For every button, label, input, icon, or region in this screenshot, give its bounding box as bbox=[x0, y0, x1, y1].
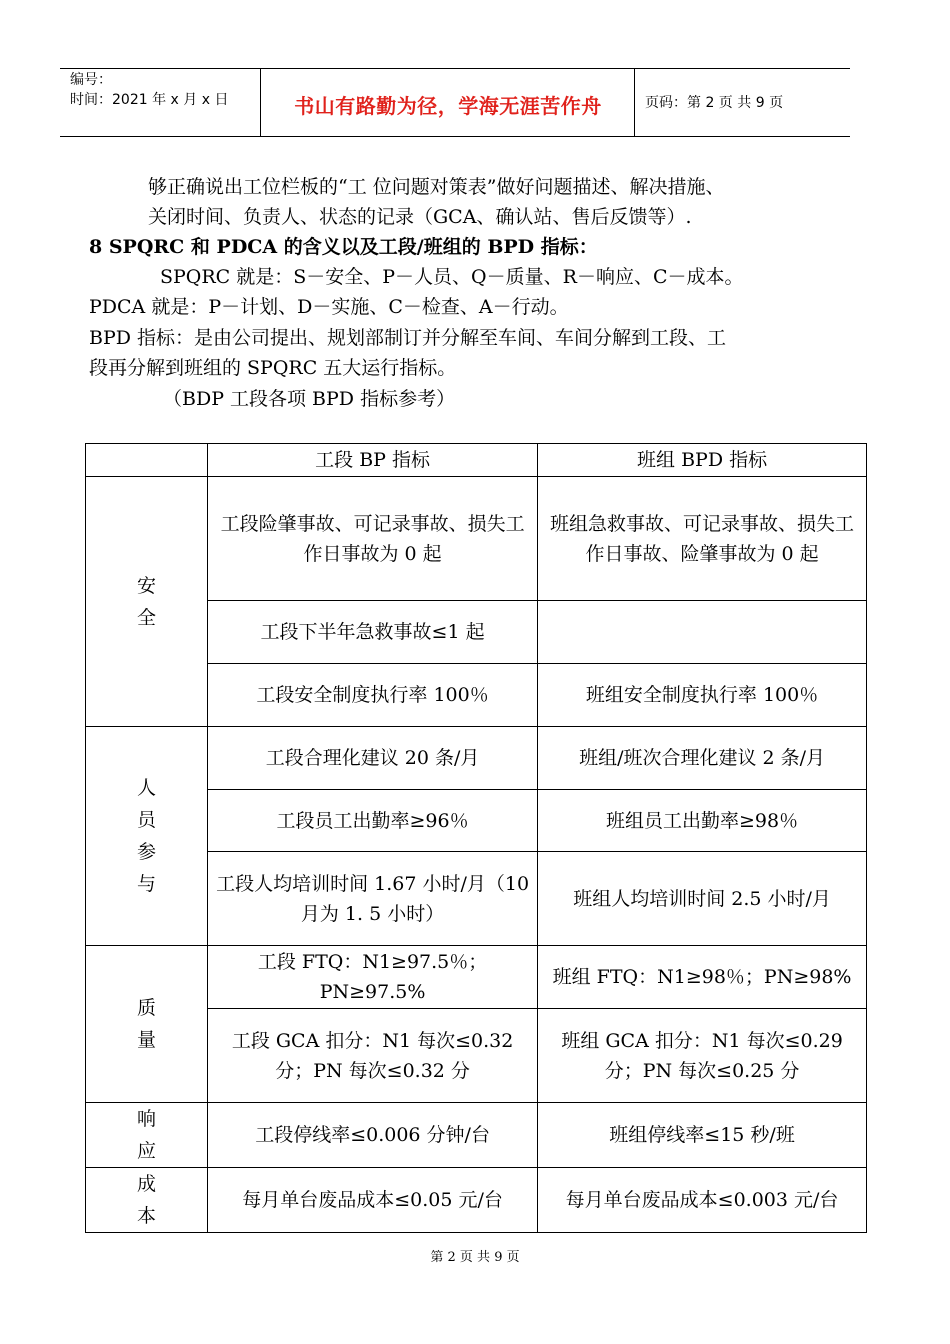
category-people bbox=[86, 727, 208, 946]
table-header-row bbox=[86, 444, 867, 477]
table-cell: 班组停线率≤15 秒/班 bbox=[538, 1103, 867, 1168]
bpd-definition-line-2: 段再分解到班组的 SPQRC 五大运行指标。 bbox=[89, 357, 457, 379]
header-divider-right bbox=[634, 68, 635, 136]
table-cell: 工段合理化建议 20 条/月 bbox=[208, 727, 538, 790]
table-cell: 工段员工出勤率≥96％ bbox=[208, 790, 538, 852]
table-row bbox=[86, 727, 867, 790]
category-cost bbox=[86, 1168, 208, 1233]
paragraph-1-line-1: 够正确说出工位栏板的“工 位问题对策表”做好问题描述、解决措施、 bbox=[148, 176, 725, 198]
table-row bbox=[86, 477, 867, 601]
spqrc-definition: SPQRC 就是：S－安全、P－人员、Q－质量、R－响应、C－成本。 bbox=[160, 266, 744, 288]
header-section-bp: 工段 BP 指标 bbox=[208, 444, 538, 477]
header-team-bpd: 班组 BPD 指标 bbox=[538, 444, 867, 477]
category-safety bbox=[86, 477, 208, 727]
table-row bbox=[86, 1103, 867, 1168]
header-divider-left bbox=[260, 68, 261, 136]
pdca-definition: PDCA 就是：P－计划、D－实施、C－检查、A－行动。 bbox=[89, 296, 569, 318]
header-top-rule bbox=[60, 68, 850, 69]
table-cell: 班组员工出勤率≥98％ bbox=[538, 790, 867, 852]
header-bottom-rule bbox=[60, 136, 850, 137]
table-cell: 工段安全制度执行率 100％ bbox=[208, 664, 538, 727]
table-cell: 每月单台废品成本≤0.003 元/台 bbox=[538, 1168, 867, 1233]
document-number-label: 编号： bbox=[70, 72, 112, 88]
category-label: 响应 bbox=[136, 1108, 156, 1162]
table-cell: 班组急救事故、可记录事故、损失工作日事故、险肇事故为 0 起 bbox=[538, 477, 867, 601]
table-cell: 工段下半年急救事故≤1 起 bbox=[208, 601, 538, 664]
header-motto: 书山有路勤为径，学海无涯苦作舟 bbox=[294, 94, 602, 118]
bpd-indicator-table bbox=[85, 443, 867, 1233]
section-heading-8: 8 SPQRC 和 PDCA 的含义以及工段/班组的 BPD 指标： bbox=[89, 236, 598, 258]
table-cell: 班组 GCA 扣分：N1 每次≤0.29 分；PN 每次≤0.25 分 bbox=[538, 1009, 867, 1103]
table-cell: 班组人均培训时间 2.5 小时/月 bbox=[538, 852, 867, 946]
category-label: 安全 bbox=[136, 574, 156, 629]
category-label: 人员参与 bbox=[136, 777, 156, 895]
category-label: 质量 bbox=[136, 997, 156, 1051]
table-cell: 班组/班次合理化建议 2 条/月 bbox=[538, 727, 867, 790]
table-cell: 班组安全制度执行率 100％ bbox=[538, 664, 867, 727]
category-quality bbox=[86, 946, 208, 1103]
table-cell: 工段停线率≤0.006 分钟/台 bbox=[208, 1103, 538, 1168]
document-time-label: 时间：2021 年 x 月 x 日 bbox=[70, 92, 229, 108]
table-cell: 工段 FTQ：N1≥97.5％；PN≥97.5% bbox=[208, 946, 538, 1009]
table-cell bbox=[538, 601, 867, 664]
header-meta bbox=[70, 70, 228, 110]
header-blank-cell bbox=[86, 444, 208, 477]
bpd-definition-line-1: BPD 指标：是由公司提出、规划部制订并分解至车间、车间分解到工段、工 bbox=[89, 327, 727, 349]
table-row bbox=[86, 946, 867, 1009]
table-cell: 工段 GCA 扣分：N1 每次≤0.32 分；PN 每次≤0.32 分 bbox=[208, 1009, 538, 1103]
table-cell: 工段险肇事故、可记录事故、损失工作日事故为 0 起 bbox=[208, 477, 538, 601]
category-response bbox=[86, 1103, 208, 1168]
table-cell: 班组 FTQ：N1≥98％；PN≥98% bbox=[538, 946, 867, 1009]
header-page-number: 页码：第 2 页 共 9 页 bbox=[645, 95, 784, 111]
table-caption: （BDP 工段各项 BPD 指标参考） bbox=[163, 388, 456, 410]
table-cell: 每月单台废品成本≤0.05 元/台 bbox=[208, 1168, 538, 1233]
category-label: 成本 bbox=[136, 1173, 156, 1227]
table-row bbox=[86, 1168, 867, 1233]
table-cell: 工段人均培训时间 1.67 小时/月（10 月为 1. 5 小时） bbox=[208, 852, 538, 946]
paragraph-1-line-2: 关闭时间、负责人、状态的记录（GCA、确认站、售后反馈等）. bbox=[148, 206, 692, 228]
footer-page-number: 第 2 页 共 9 页 bbox=[430, 1250, 520, 1265]
